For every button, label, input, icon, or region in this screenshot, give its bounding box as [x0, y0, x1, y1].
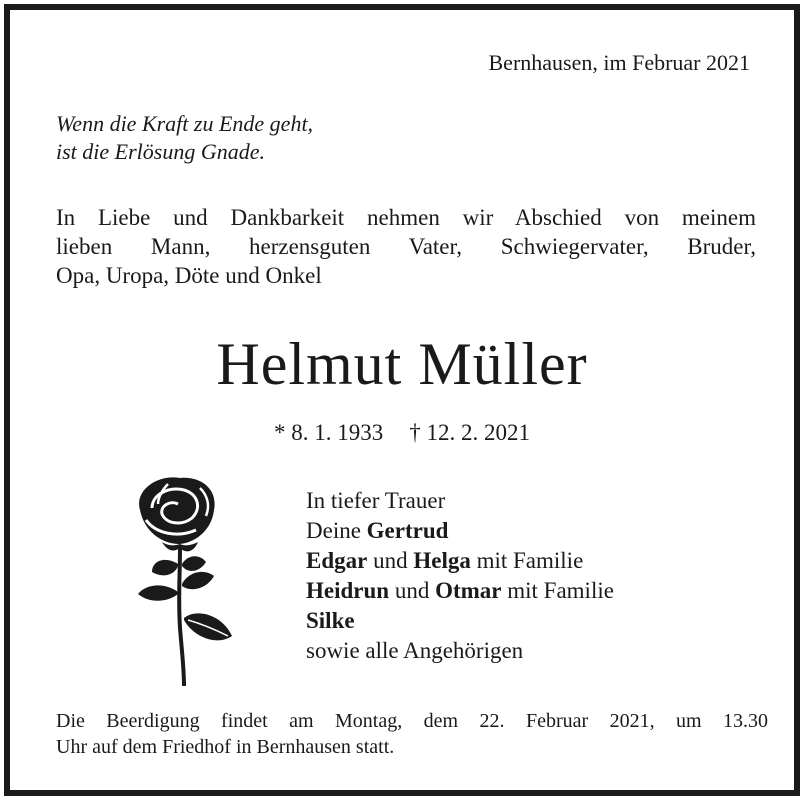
mourners-list — [306, 486, 614, 666]
mourners-line: sowie alle Angehörigen — [306, 638, 524, 663]
life-dates — [10, 420, 794, 446]
mourners-line: In tiefer Trauer — [306, 488, 446, 513]
motto-line: Wenn die Kraft zu Ende geht, — [56, 111, 314, 136]
mourners-text: und — [373, 548, 408, 573]
obituary-frame — [4, 4, 800, 796]
intro-line: In Liebe und Dankbarkeit nehmen wir Abschied von meinem — [56, 205, 756, 230]
funeral-line: Uhr auf dem Friedhof in Bernhausen statt. — [56, 736, 395, 758]
motto — [56, 110, 313, 166]
motto-line: ist die Erlösung Gnade. — [56, 139, 265, 164]
mourners-line — [306, 516, 614, 546]
mourner-name: Edgar — [306, 548, 368, 573]
mourners-text: und — [394, 578, 430, 603]
mourners-line — [306, 576, 614, 606]
mourner-name: Gertrud — [366, 518, 449, 543]
funeral-line: Die Beerdigung findet am Montag, dem 22. Februar 2021, um 13.30 — [56, 710, 768, 732]
mourners-text: Deine — [306, 518, 361, 543]
mourners-text: mit Familie — [507, 578, 614, 603]
intro-line: Opa, Uropa, Döte und Onkel — [56, 263, 322, 288]
mourner-name: Otmar — [435, 578, 502, 603]
funeral-notice — [56, 708, 768, 760]
birth-date: * 8. 1. 1933 — [274, 420, 384, 445]
mourners-text: mit Familie — [476, 548, 584, 573]
mourner-name: Silke — [306, 608, 355, 633]
rose-icon — [122, 468, 238, 690]
mourners-line — [306, 546, 614, 576]
place-date: Bernhausen, im Februar 2021 — [488, 50, 750, 75]
mourner-name: Helga — [413, 548, 471, 573]
deceased-name: Helmut Müller — [216, 331, 588, 397]
intro-line: lieben Mann, herzensguten Vater, Schwiegervater, Bruder, — [56, 234, 756, 259]
death-date: † 12. 2. 2021 — [409, 420, 530, 445]
mourners-line — [306, 606, 614, 636]
mourner-name: Heidrun — [306, 578, 390, 603]
intro-text — [56, 203, 756, 290]
